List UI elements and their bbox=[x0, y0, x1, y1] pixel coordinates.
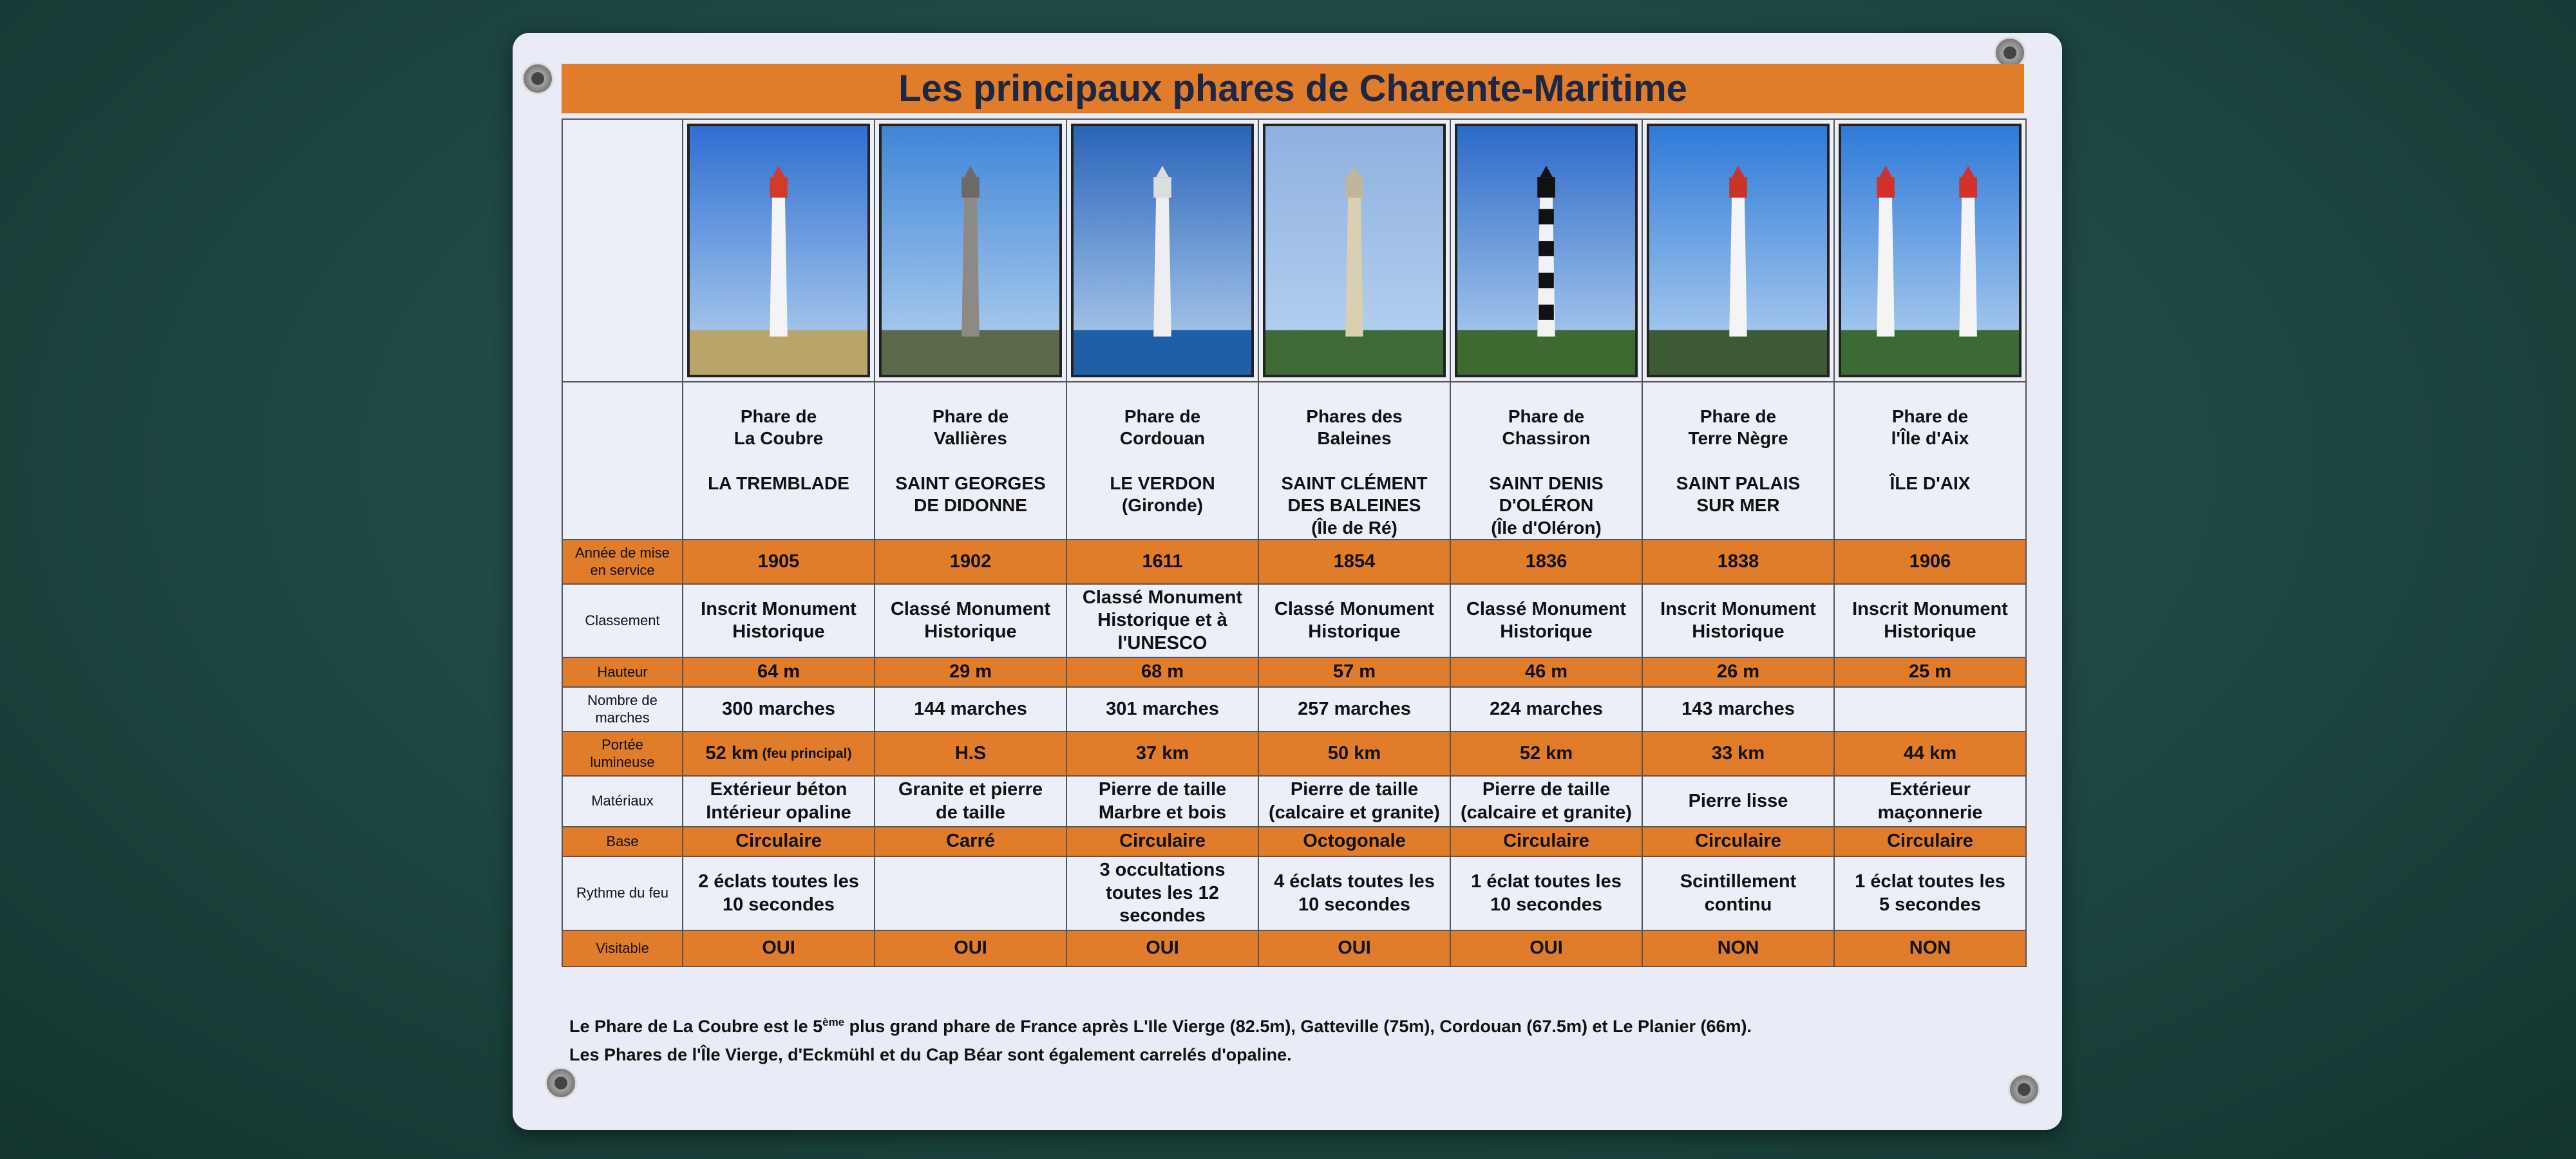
cell-visitable: OUI bbox=[1259, 930, 1451, 966]
cell-year: 1906 bbox=[1835, 539, 2027, 583]
row-label-year: Année de mise en service bbox=[563, 539, 683, 583]
range-value: 50 km bbox=[1327, 742, 1381, 764]
cell-classement: Classé Monument Historique bbox=[1259, 583, 1451, 657]
lighthouse-name: Phare de La Coubre bbox=[734, 406, 824, 449]
cell-year: 1836 bbox=[1451, 539, 1643, 583]
row-label-base: Base bbox=[563, 826, 683, 856]
lighthouse-photo bbox=[1835, 118, 2027, 381]
lighthouse-name-cell bbox=[1643, 381, 1835, 539]
cell-base: Circulaire bbox=[1835, 826, 2027, 856]
board-title: Les principaux phares de Charente-Maritime bbox=[562, 64, 2024, 113]
cell-rythme: 3 occultations toutes les 12 secondes bbox=[1067, 856, 1259, 930]
row-label-hauteur: Hauteur bbox=[563, 657, 683, 686]
cell-year: 1905 bbox=[683, 539, 875, 583]
lighthouse-name: Phares des Baleines bbox=[1306, 406, 1403, 449]
cell-base: Circulaire bbox=[1643, 826, 1835, 856]
cell-marches: 301 marches bbox=[1067, 686, 1259, 731]
lighthouse-image bbox=[1263, 124, 1446, 377]
cell-materiaux: Pierre de taille (calcaire et granite) bbox=[1451, 775, 1643, 826]
cell-visitable: OUI bbox=[1451, 930, 1643, 966]
lighthouse-name: Phare de Cordouan bbox=[1119, 406, 1206, 449]
cell-marches: 257 marches bbox=[1259, 686, 1451, 731]
footnote bbox=[569, 1008, 1752, 1069]
cell-rythme: 2 éclats toutes les 10 secondes bbox=[683, 856, 875, 930]
lighthouse-name-cell bbox=[683, 381, 875, 539]
cell-hauteur: 68 m bbox=[1067, 657, 1259, 686]
lighthouse-image bbox=[1071, 124, 1254, 377]
range-note: (feu principal) bbox=[758, 746, 852, 761]
cell-base: Carré bbox=[875, 826, 1067, 856]
range-value: H.S bbox=[954, 742, 987, 764]
screw-icon bbox=[545, 1067, 577, 1099]
footnote-superscript: ème bbox=[822, 1016, 845, 1028]
range-value: 52 km bbox=[1519, 742, 1573, 764]
cell-classement: Inscrit Monument Historique bbox=[1835, 583, 2027, 657]
cell-marches bbox=[1835, 686, 2027, 731]
footnote-text: Le Phare de La Coubre est le 5 bbox=[569, 1017, 823, 1036]
empty-label-cell bbox=[563, 381, 683, 539]
range-value: 44 km bbox=[1903, 742, 1957, 764]
empty-label-cell bbox=[563, 118, 683, 381]
lighthouse-photo bbox=[683, 118, 875, 381]
row-label-visitable: Visitable bbox=[563, 930, 683, 966]
lighthouse-name: Phare de Chassiron bbox=[1502, 406, 1591, 449]
range-value: 33 km bbox=[1711, 742, 1765, 764]
lighthouse-name-cell bbox=[1835, 381, 2027, 539]
lighthouse-photo bbox=[1259, 118, 1451, 381]
lighthouse-photo bbox=[1643, 118, 1835, 381]
cell-portee bbox=[1451, 731, 1643, 775]
cell-base: Circulaire bbox=[1451, 826, 1643, 856]
cell-portee bbox=[1835, 731, 2027, 775]
cell-hauteur: 57 m bbox=[1259, 657, 1451, 686]
cell-year: 1854 bbox=[1259, 539, 1451, 583]
cell-materiaux: Extérieur béton Intérieur opaline bbox=[683, 775, 875, 826]
cell-visitable: NON bbox=[1835, 930, 2027, 966]
cell-classement: Classé Monument Historique bbox=[1451, 583, 1643, 657]
lighthouse-name-cell bbox=[1067, 381, 1259, 539]
footnote-line-2: Les Phares de l'Île Vierge, d'Eckmühl et du Cap Béar sont également carrelés d'opaline. bbox=[569, 1045, 1292, 1064]
lighthouse-image bbox=[1647, 124, 1830, 377]
lighthouse-image bbox=[687, 124, 870, 377]
cell-portee bbox=[1259, 731, 1451, 775]
row-label-marches: Nombre de marches bbox=[563, 686, 683, 731]
cell-hauteur: 25 m bbox=[1835, 657, 2027, 686]
cell-materiaux: Extérieur maçonnerie bbox=[1835, 775, 2027, 826]
lighthouse-name-cell bbox=[1451, 381, 1643, 539]
cell-marches: 144 marches bbox=[875, 686, 1067, 731]
cell-materiaux: Pierre de taille Marbre et bois bbox=[1067, 775, 1259, 826]
screw-icon bbox=[522, 62, 554, 95]
cell-portee bbox=[875, 731, 1067, 775]
cell-hauteur: 26 m bbox=[1643, 657, 1835, 686]
lighthouse-table bbox=[562, 118, 2027, 967]
lighthouse-location: SAINT PALAIS SUR MER bbox=[1676, 473, 1801, 516]
cell-rythme: 1 éclat toutes les 5 secondes bbox=[1835, 856, 2027, 930]
range-value: 37 km bbox=[1135, 742, 1189, 764]
cell-hauteur: 46 m bbox=[1451, 657, 1643, 686]
row-label-materiaux: Matériaux bbox=[563, 775, 683, 826]
cell-classement: Classé Monument Historique bbox=[875, 583, 1067, 657]
cell-base: Circulaire bbox=[1067, 826, 1259, 856]
cell-rythme: 1 éclat toutes les 10 secondes bbox=[1451, 856, 1643, 930]
cell-year: 1611 bbox=[1067, 539, 1259, 583]
lighthouse-name-cell bbox=[875, 381, 1067, 539]
cell-hauteur: 29 m bbox=[875, 657, 1067, 686]
lighthouse-image bbox=[1455, 124, 1638, 377]
cell-visitable: NON bbox=[1643, 930, 1835, 966]
screw-icon bbox=[2008, 1073, 2040, 1106]
lighthouse-name: Phare de l'Île d'Aix bbox=[1891, 406, 1969, 449]
cell-marches: 300 marches bbox=[683, 686, 875, 731]
footnote-text: plus grand phare de France après L'Ile Vierge (82.5m), Gatteville (75m), Cordouan (67.5m) et Le Planier (66m). bbox=[844, 1017, 1752, 1036]
row-label-portee: Portée lumineuse bbox=[563, 731, 683, 775]
cell-classement: Inscrit Monument Historique bbox=[1643, 583, 1835, 657]
cell-hauteur: 64 m bbox=[683, 657, 875, 686]
cell-year: 1838 bbox=[1643, 539, 1835, 583]
lighthouse-name-cell bbox=[1259, 381, 1451, 539]
lighthouse-image bbox=[1839, 124, 2022, 377]
lighthouse-name: Phare de Terre Nègre bbox=[1688, 406, 1788, 449]
cell-year: 1902 bbox=[875, 539, 1067, 583]
lighthouse-location: LA TREMBLADE bbox=[708, 473, 849, 494]
lighthouse-location: SAINT CLÉMENT DES BALEINES (Île de Ré) bbox=[1281, 473, 1428, 538]
cell-visitable: OUI bbox=[875, 930, 1067, 966]
cell-rythme: Scintillement continu bbox=[1643, 856, 1835, 930]
cell-base: Circulaire bbox=[683, 826, 875, 856]
cell-marches: 143 marches bbox=[1643, 686, 1835, 731]
cell-classement: Inscrit Monument Historique bbox=[683, 583, 875, 657]
cell-visitable: OUI bbox=[683, 930, 875, 966]
footnote-line-1 bbox=[569, 1008, 1752, 1041]
lighthouse-location: SAINT GEORGES DE DIDONNE bbox=[895, 473, 1046, 516]
cell-materiaux: Pierre lisse bbox=[1643, 775, 1835, 826]
cell-rythme bbox=[875, 856, 1067, 930]
cell-classement: Classé Monument Historique et à l'UNESCO bbox=[1067, 583, 1259, 657]
cell-marches: 224 marches bbox=[1451, 686, 1643, 731]
lighthouse-photo bbox=[1451, 118, 1643, 381]
cell-visitable: OUI bbox=[1067, 930, 1259, 966]
cell-base: Octogonale bbox=[1259, 826, 1451, 856]
lighthouse-location: LE VERDON (Gironde) bbox=[1110, 473, 1215, 516]
lighthouse-image bbox=[879, 124, 1062, 377]
row-label-classement: Classement bbox=[563, 583, 683, 657]
lighthouse-location: ÎLE D'AIX bbox=[1889, 473, 1971, 494]
range-value: 52 km bbox=[705, 742, 759, 764]
cell-materiaux: Granite et pierre de taille bbox=[875, 775, 1067, 826]
cell-portee bbox=[1067, 731, 1259, 775]
cell-rythme: 4 éclats toutes les 10 secondes bbox=[1259, 856, 1451, 930]
lighthouse-photo bbox=[1067, 118, 1259, 381]
information-board bbox=[513, 33, 2062, 1130]
row-label-rythme: Rythme du feu bbox=[563, 856, 683, 930]
cell-portee bbox=[1643, 731, 1835, 775]
lighthouse-location: SAINT DENIS D'OLÉRON (Île d'Oléron) bbox=[1489, 473, 1604, 538]
lighthouse-name: Phare de Vallières bbox=[932, 406, 1009, 449]
lighthouse-photo bbox=[875, 118, 1067, 381]
cell-portee bbox=[683, 731, 875, 775]
cell-materiaux: Pierre de taille (calcaire et granite) bbox=[1259, 775, 1451, 826]
